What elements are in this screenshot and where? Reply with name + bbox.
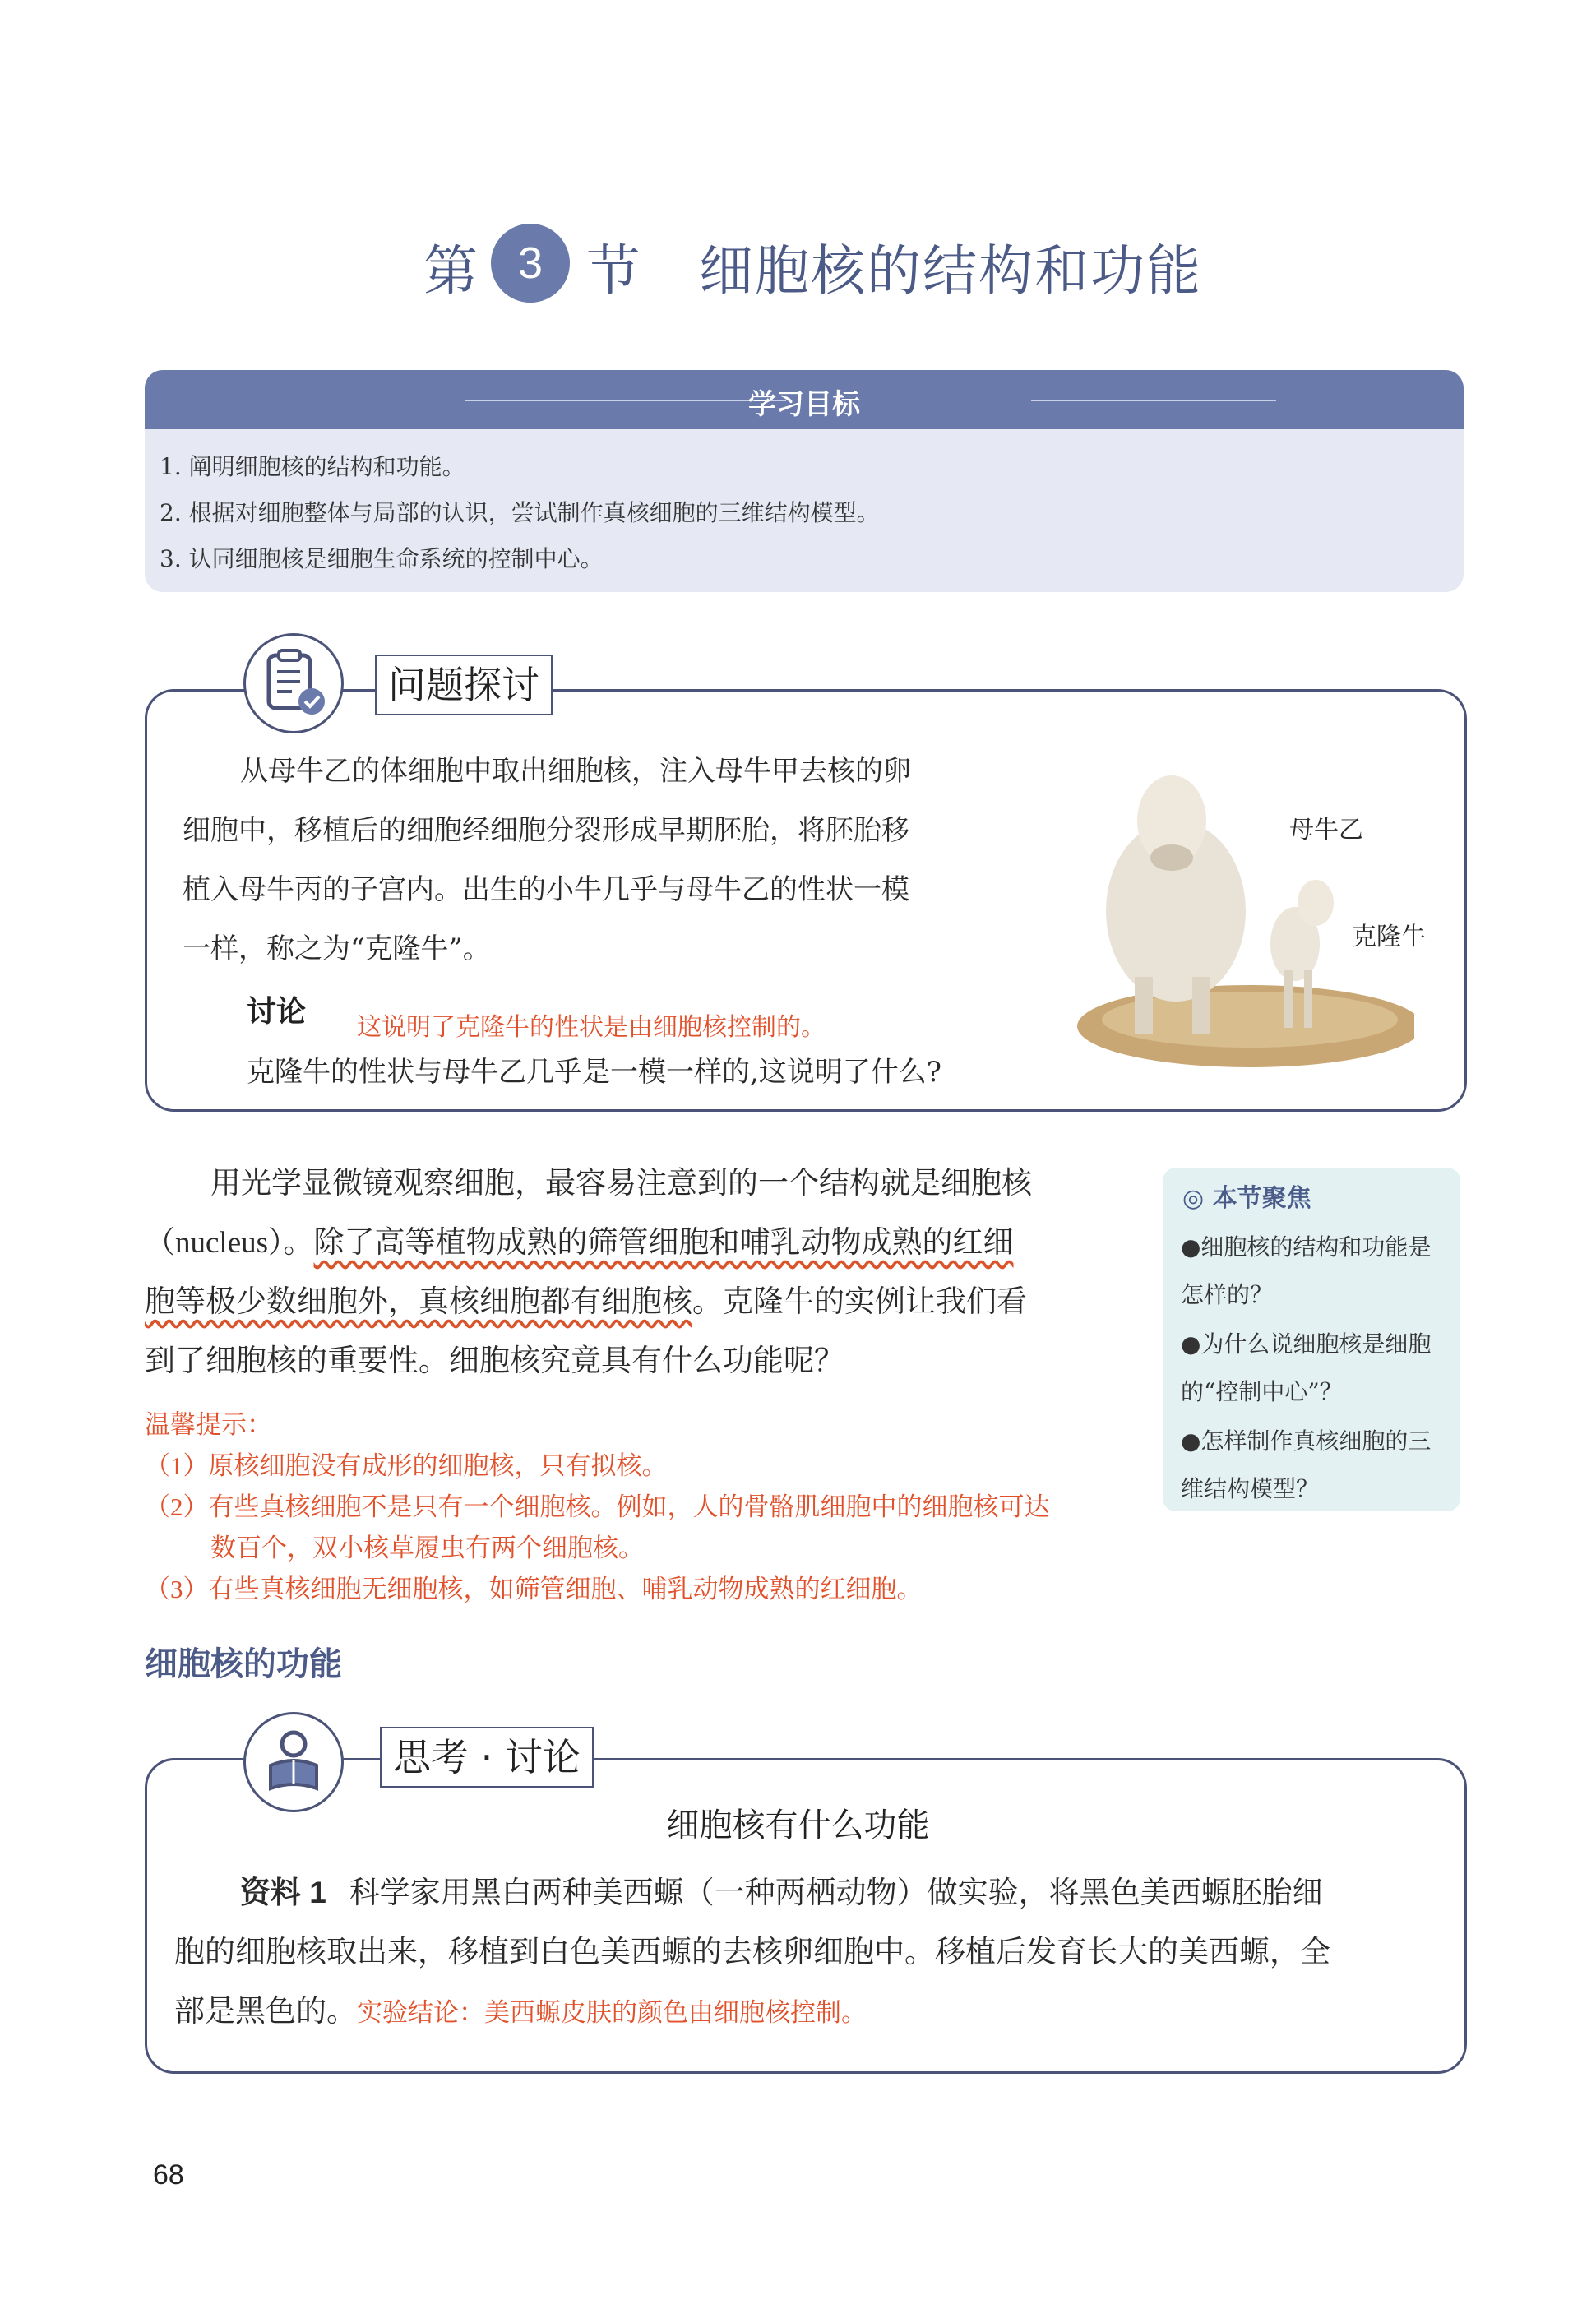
problem-line: 一样，称之为“克隆牛”。	[183, 932, 491, 965]
goal-item: 3. 认同细胞核是细胞生命系统的控制中心。	[160, 545, 604, 572]
material-line	[174, 1983, 1441, 2043]
tip-item: （2）有些真核细胞不是只有一个细胞核。例如，人的骨骼肌细胞中的细胞核可达	[145, 1492, 1050, 1521]
focus-item: ●怎样制作真核细胞的三维结构模型？	[1181, 1427, 1432, 1502]
tip-item: （3）有些真核细胞无细胞核，如筛管细胞、哺乳动物成熟的红细胞。	[145, 1575, 923, 1603]
think-material	[174, 1863, 1441, 2043]
problem-line: 从母牛乙的体细胞中取出细胞核，注入母牛甲去核的卵	[240, 755, 911, 788]
main-line-underlined: 除了高等植物成熟的筛管细胞和哺乳动物成熟的红细	[313, 1226, 1014, 1260]
learning-goals-box	[145, 370, 1464, 592]
problem-discussion-tab: 问题探讨	[375, 655, 553, 715]
material-text: 部是黑色的。	[174, 1995, 357, 2029]
material-line: 胞的细胞核取出来，移植到白色美西螈的去核卵细胞中。移植后发育长大的美西螈，全	[174, 1936, 1330, 1969]
main-line: 用光学显微镜观察细胞，最容易注意到的一个结构就是细胞核	[210, 1167, 1032, 1201]
problem-line: 细胞中，移植后的细胞经细胞分裂形成早期胚胎，将胚胎移	[183, 814, 909, 847]
learning-goals-title: 学习目标	[748, 388, 860, 421]
material-line	[174, 1863, 1441, 1923]
focus-title: ◎ 本节聚焦	[1182, 1184, 1311, 1213]
main-line: 到了细胞核的重要性。细胞核究竟具有什么功能呢？	[145, 1344, 844, 1378]
problem-line: 植入母牛丙的子宫内。出生的小牛几乎与母牛乙的性状一模	[183, 873, 909, 906]
tip-item: （1）原核细胞没有成形的细胞核，只有拟核。	[145, 1451, 668, 1480]
section-number-badge: 3	[491, 224, 570, 303]
page-number: 68	[153, 2159, 184, 2191]
main-paragraph	[145, 1154, 1131, 1391]
main-line-part: （nucleus）。	[145, 1226, 314, 1260]
experiment-conclusion: 实验结论：美西螈皮肤的颜色由细胞核控制。	[357, 1998, 867, 2027]
section-focus-box	[1163, 1168, 1460, 1511]
focus-item: ●为什么说细胞核是细胞的“控制中心”？	[1181, 1330, 1432, 1405]
title-prefix: 第	[423, 239, 479, 303]
cloned-cow-photo	[1069, 755, 1414, 1076]
title-suffix: 节	[586, 239, 642, 303]
section-heading: 细胞核的功能	[145, 1645, 342, 1682]
title-main: 细胞核的结构和功能	[699, 239, 1202, 303]
tips-block	[145, 1404, 1148, 1610]
learning-goals-header	[145, 370, 1464, 429]
discuss-question: 克隆牛的性状与母牛乙几乎是一模一样的,这说明了什么?	[247, 1056, 942, 1089]
think-discuss-tab: 思考 · 讨论	[380, 1727, 594, 1788]
chapter-title	[0, 215, 1596, 306]
tip-item: 数百个，双小核草履虫有两个细胞核。	[210, 1534, 644, 1562]
think-heading: 细胞核有什么功能	[666, 1807, 930, 1844]
discuss-label: 讨论	[247, 995, 307, 1029]
focus-item: ●细胞核的结构和功能是怎样的？	[1181, 1233, 1432, 1308]
reader-icon	[243, 1712, 344, 1812]
cow-label: 母牛乙	[1289, 817, 1363, 844]
tips-label: 温馨提示：	[145, 1410, 272, 1439]
calf-label: 克隆牛	[1352, 923, 1426, 951]
main-line-underlined: 胞等极少数细胞外，真核细胞都有细胞核	[145, 1285, 692, 1319]
main-line	[145, 1273, 1131, 1332]
main-line-part: 。克隆牛的实例让我们看	[692, 1285, 1027, 1319]
material-text: 科学家用黑白两种美西螈（一种两栖动物）做实验，将黑色美西螈胚胎细	[349, 1876, 1323, 1910]
checklist-icon	[243, 633, 344, 733]
material-label: 资料 1	[240, 1876, 326, 1909]
goal-item: 1. 阐明细胞核的结构和功能。	[160, 453, 465, 480]
main-line	[145, 1214, 1131, 1273]
goal-item: 2. 根据对细胞整体与局部的认识，尝试制作真核细胞的三维结构模型。	[160, 499, 880, 526]
discuss-answer: 这说明了克隆牛的性状是由细胞核控制的。	[357, 1014, 826, 1041]
problem-text	[183, 742, 1136, 979]
